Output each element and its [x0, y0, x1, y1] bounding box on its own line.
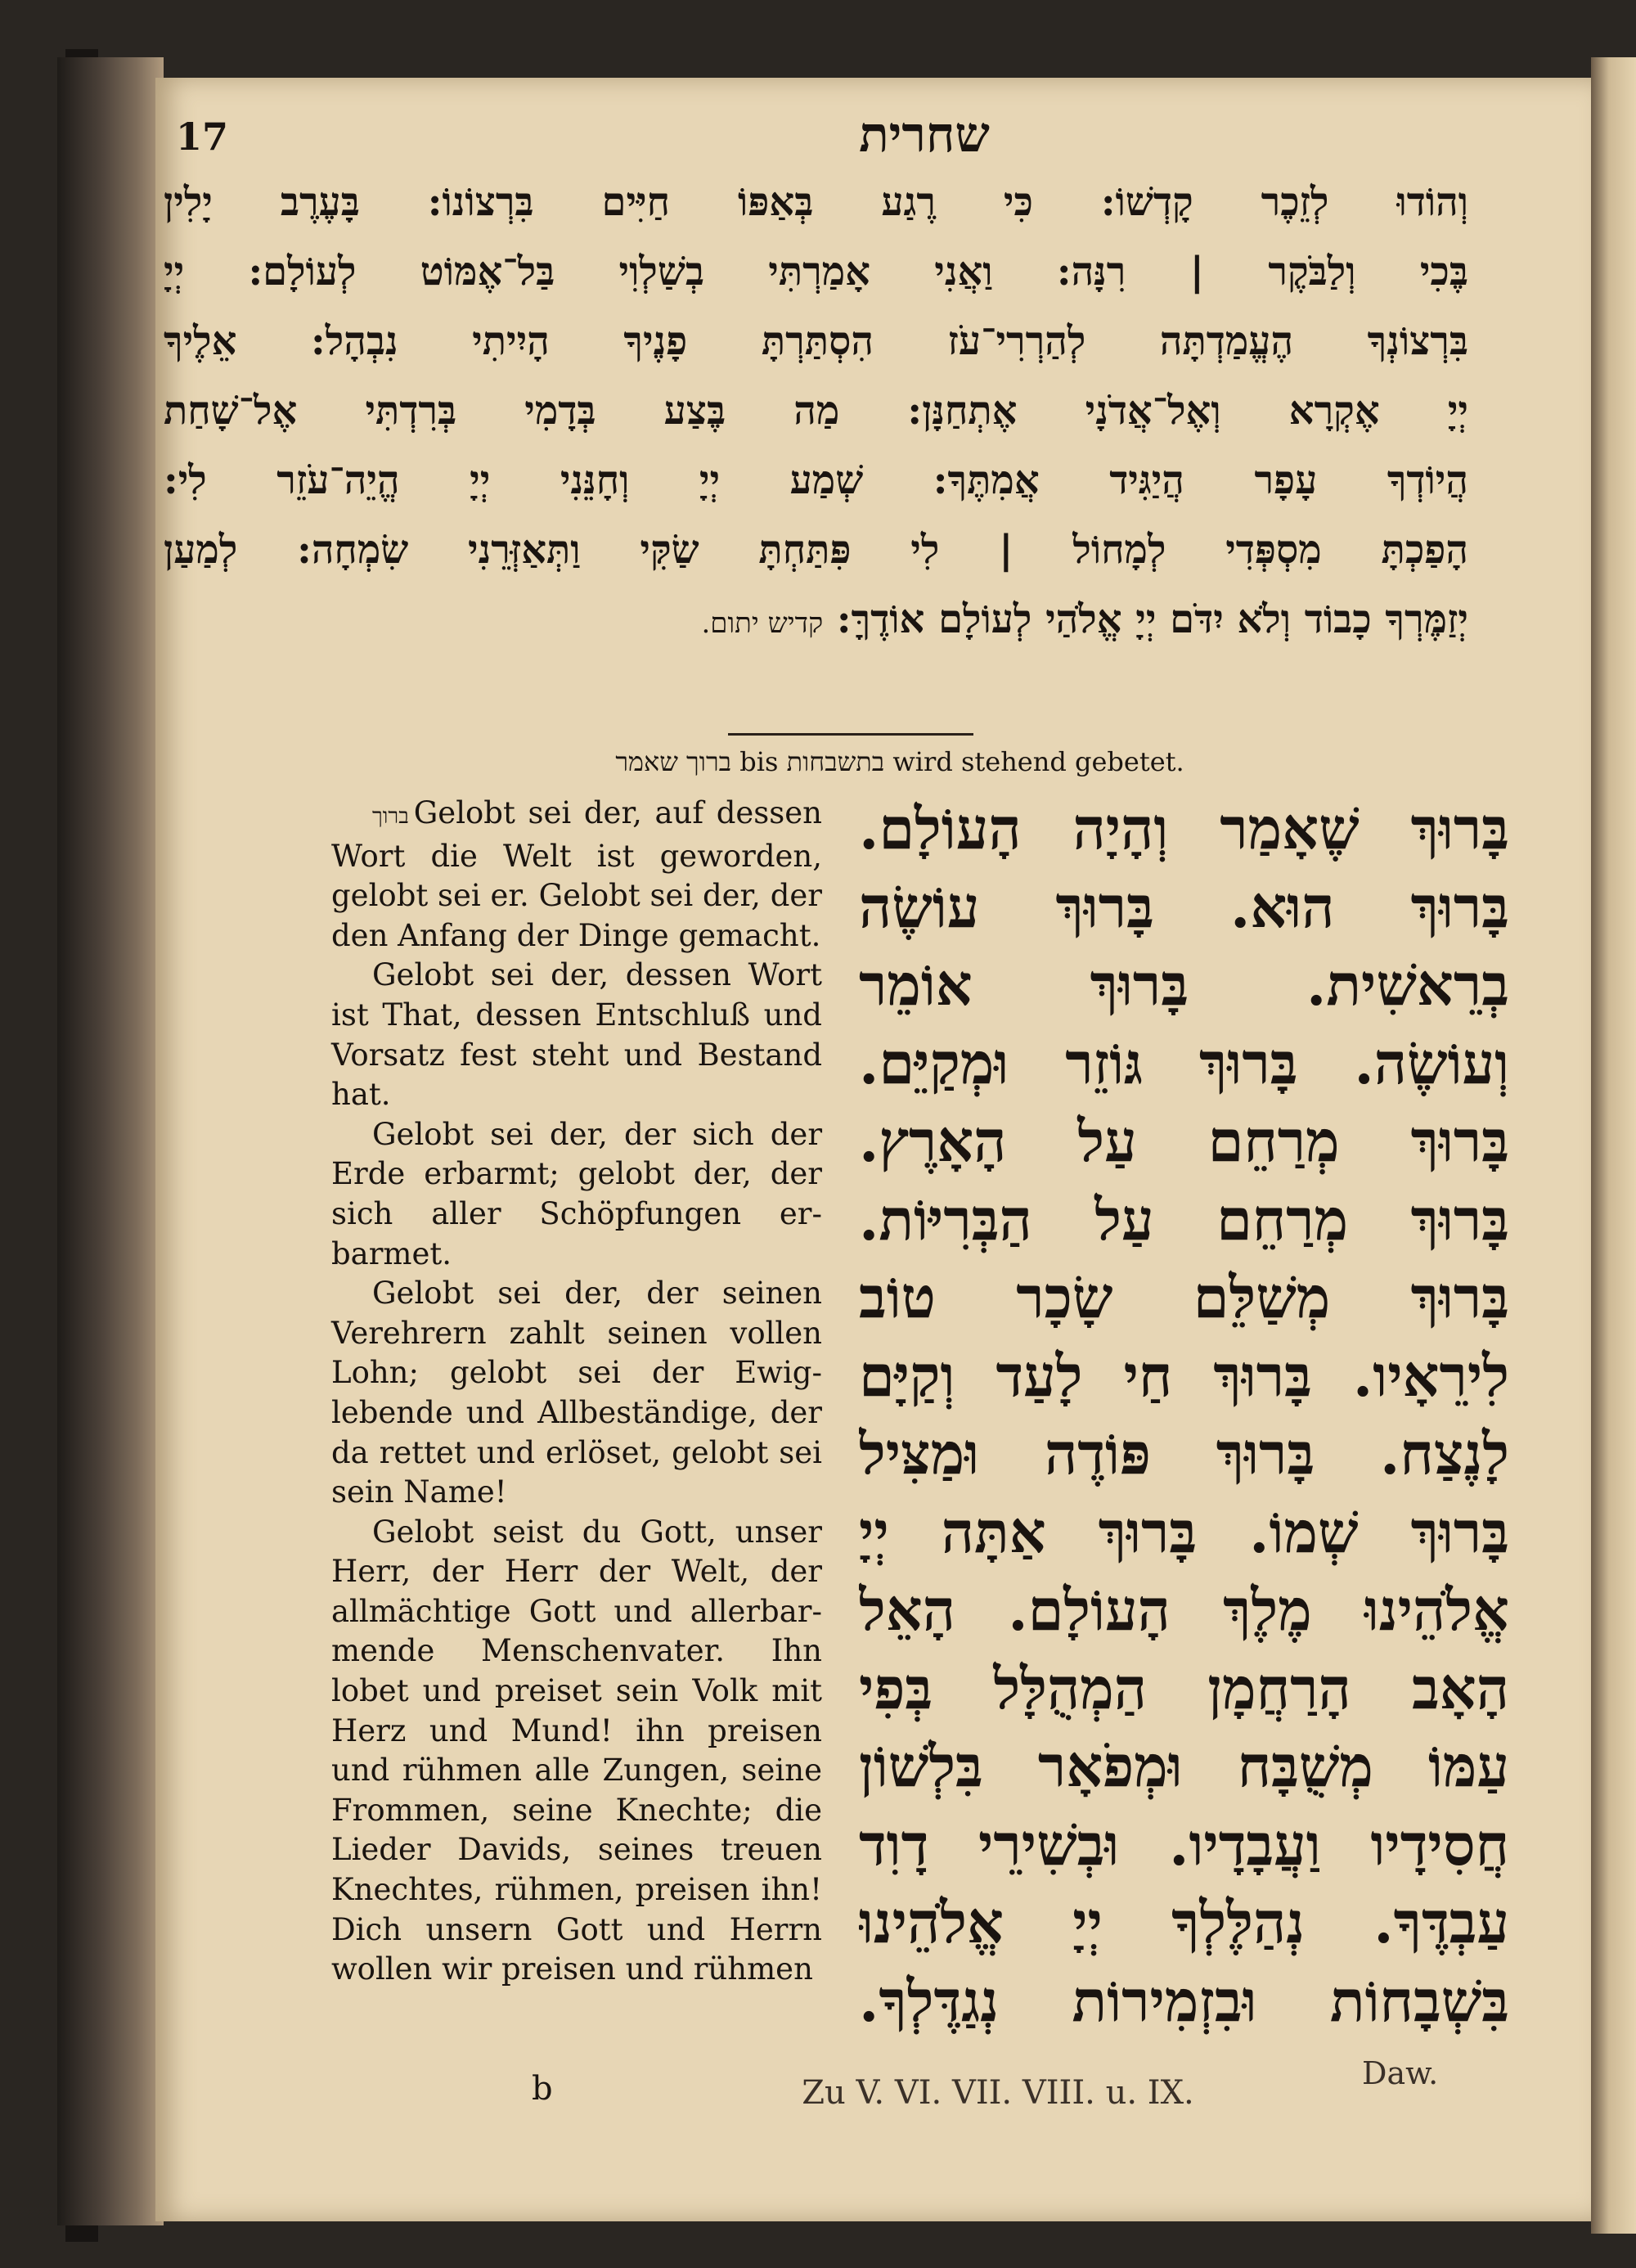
- top-hebrew-line: הָפַכְתָּ מִסְפְּדִי לְמָחוֹל | לִי פִּתַּחְתָּ שַׂקִּי וַתְּאַזְּרֵנִי שִׂמְחָה: לְמַעַן: [164, 527, 1468, 573]
- top-hebrew-line: בֶּכִי וְלַבֹּקֶר | רִנָּה: וַאֲנִי אָמַרְתִּי בְשַׁלְוִי בַּל־אֶמּוֹט לְעוֹלָם: יְיָ: [164, 249, 1468, 295]
- main-hebrew-line: בָּרוּךְ שְׁמוֹ. בָּרוּךְ אַתָּה יְיָ: [859, 1497, 1509, 1566]
- section-divider: [728, 733, 973, 736]
- german-translation-column: [331, 794, 822, 1990]
- footer-chapter-ref: Zu V. VI. VII. VIII. u. IX.: [802, 2074, 1194, 2112]
- book-page-edges: [57, 57, 164, 2225]
- footer-catchword: Daw.: [1362, 2055, 1439, 2091]
- top-hebrew-line: וְהוֹדוּ לְזֵכֶר קָדְשׁוֹ: כִּי רֶגַע בְּאַפּוֹ חַיִּים בִּרְצוֹנוֹ: בָּעֶרֶב יָלִין: [164, 179, 1468, 225]
- main-hebrew-line: אֱלֹהֵינוּ מֶלֶךְ הָעוֹלָם. הָאֵל: [859, 1576, 1509, 1644]
- top-hebrew-line: הֲיוֹדְךָ עָפָר הֲיַגִּיד אֲמִתֶּךָ: שְׁמַע יְיָ וְחָנֵּנִי יְיָ הֱיֵה־עֹזֵר לִי:: [164, 457, 1468, 503]
- main-hebrew-line: לָנֶצַח. בָּרוּךְ פּוֹדֶה וּמַצִּיל: [859, 1420, 1509, 1487]
- facing-page-edge: [1591, 57, 1636, 2234]
- top-hebrew-line: יְיָ אֶקְרָא וְאֶל־אֲדֹנָי אֶתְחַנָּן: מַה בֶּצַע בְּדָמִי בְּרִדְתִּי אֶל־שָׁחַת: [164, 388, 1468, 434]
- running-title: שחרית: [859, 106, 990, 164]
- main-hebrew-line: בָּרוּךְ מְרַחֵם עַל הַבְּרִיּוֹת.: [859, 1185, 1509, 1253]
- german-paragraph: Gelobt sei der, der sich der Erde erbarmt; gelobt der, der sich aller Schöpfungen erbarmet.: [331, 1116, 822, 1271]
- page-number: 17: [176, 115, 229, 159]
- main-hebrew-line: לִירֵאָיו. בָּרוּךְ חַי לָעַד וְקַיָּם: [859, 1341, 1509, 1410]
- german-paragraph: Gelobt sei der, dessen Wort ist That, dessen Entschluß und Vorsatz fest steht und Bestand hat.: [331, 957, 822, 1113]
- german-first-word-hebrew: ברוך: [372, 804, 409, 829]
- instruction-from: ברוך שאמר: [615, 746, 732, 777]
- top-hebrew-line: בִּרְצוֹנְךָ הֶעֱמַדְתָּה לְהַרְרִי־עֹז הִסְתַּרְתָּ פָנֶיךָ הָיִיתִי נִבְהָל: אֵלֶיךָ: [164, 318, 1468, 364]
- main-hebrew-line: הָאָב הָרַחֲמָן הַמְהֻלָּל בְּפִי: [859, 1654, 1509, 1722]
- instruction-rest: wird stehend gebetet.: [892, 746, 1184, 777]
- german-paragraph: Gelobt seist du Gott, unser Herr, der Herr der Welt, der allmächtige Gott und allerbarmende Menschenvater. Ihn lobet und preiset sein Volk mit Herz und Mund! ihn preisen und rühmen alle Zungen, seine Frommen, seine Knechte; die Lieder Davids, seines treuen Knechtes, rühmen, preisen ihn! Dich unsern Gott und Herrn wollen wir preisen und rühmen: [331, 1514, 822, 1987]
- kaddish-note: קדיש יתום.: [701, 607, 824, 640]
- top-hebrew-block: [164, 168, 1468, 659]
- main-hebrew-line: בָּרוּךְ שֶׁאָמַר וְהָיָה הָעוֹלָם.: [859, 794, 1509, 862]
- signature-mark: b: [532, 2070, 553, 2108]
- german-paragraph: [331, 794, 822, 956]
- main-hebrew-line: עַמּוֹ מְשֻׁבָּח וּמְפֹאָר בִּלְשׁוֹן: [859, 1732, 1509, 1800]
- main-hebrew-line: בָּרוּךְ מְשַׁלֵּם שָׂכָר טוֹב: [859, 1263, 1509, 1331]
- main-hebrew-line: עַבְדֶּךָ. נְהַלֶּלְךָ יְיָ אֱלֹהֵינוּ: [859, 1888, 1509, 1956]
- main-hebrew-line: חֲסִידָיו וַעֲבָדָיו. וּבְשִׁירֵי דָוִד: [859, 1810, 1509, 1879]
- instruction-bis: bis: [739, 746, 779, 777]
- instruction-to: בתשבחות: [786, 746, 885, 777]
- main-hebrew-column: [859, 790, 1509, 2040]
- main-hebrew-line: בָּרוּךְ הוּא. בָּרוּךְ עוֹשֶׂה: [859, 872, 1509, 941]
- main-hebrew-line: וְעוֹשֶׂה. בָּרוּךְ גּוֹזֵר וּמְקַיֵּם.: [859, 1028, 1509, 1097]
- main-hebrew-line: בָּרוּךְ מְרַחֵם עַל הָאָרֶץ.: [859, 1107, 1509, 1175]
- german-paragraph: Gelobt sei der, der seinen Verehrern zahlt seinen vollen Lohn; gelobt sei der Ewiglebende und Allbeständige, der da rettet und erlöset, gelobt sei sein Name!: [331, 1276, 822, 1510]
- top-hebrew-last-line: [164, 585, 1468, 659]
- german-paragraph-text: Gelobt sei der, auf dessen Wort die Welt ist geworden, gelobt sei er. Gelobt sei der, der den Anfang der Dinge gemacht.: [331, 795, 822, 953]
- top-hebrew-line-text: יְזַמֶּרְךָ כָבוֹד וְלֹא יִדֹּם יְיָ אֱלֹהַי לְעוֹלָם אוֹדֶךָּ:: [836, 596, 1468, 642]
- main-hebrew-line: בְרֵאשִׁית. בָּרוּךְ אוֹמֵר: [859, 951, 1509, 1019]
- instruction-line: [532, 746, 1268, 777]
- main-hebrew-line: בִּשְׁבָחוֹת וּבִזְמִירוֹת נְגַדֶּלְךָ.: [859, 1966, 1509, 2035]
